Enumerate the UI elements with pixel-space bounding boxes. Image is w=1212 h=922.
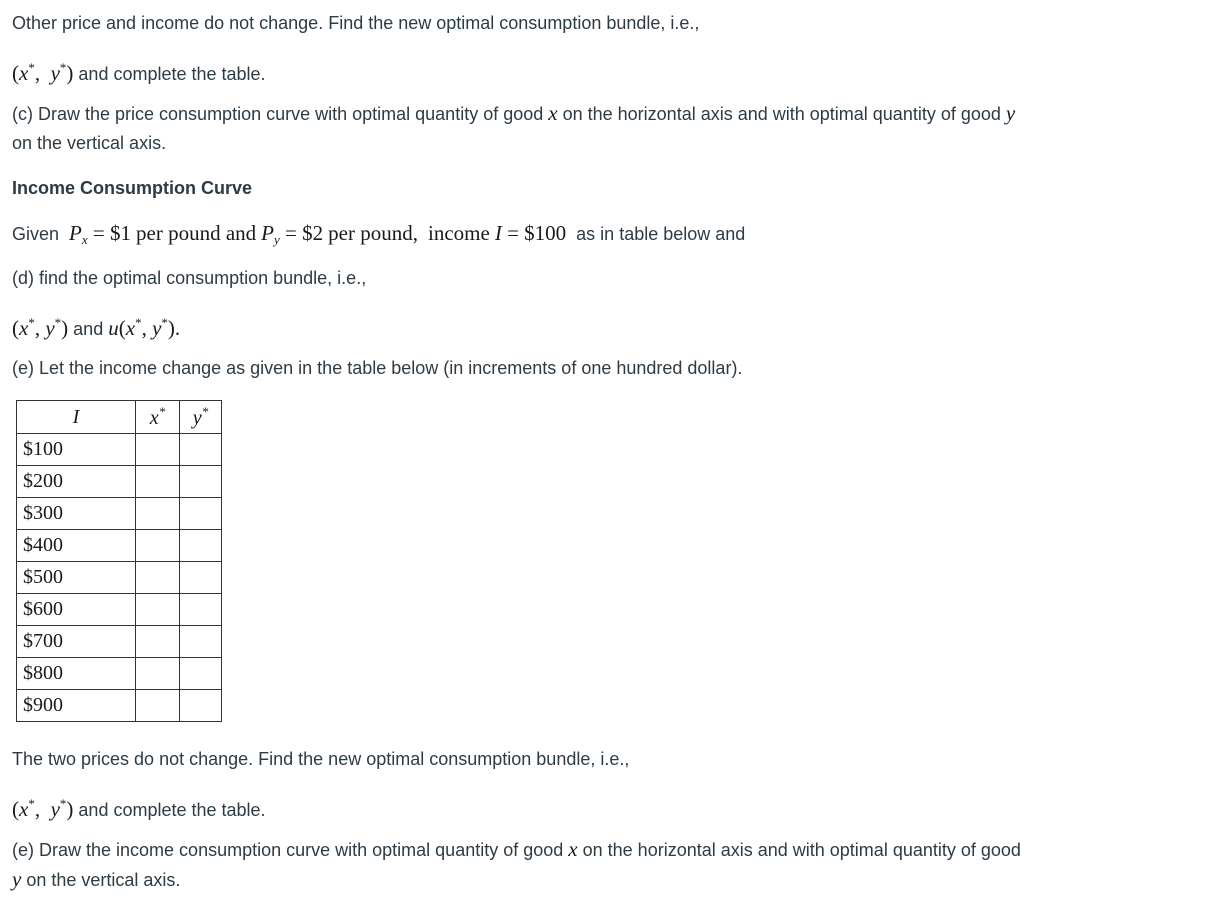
x-cell[interactable] [136, 434, 180, 466]
table-row [17, 498, 222, 530]
part-e-line [12, 357, 742, 379]
intro-line [12, 12, 699, 34]
bundle-text-1: and complete the table. [78, 64, 266, 84]
x-cell[interactable] [136, 690, 180, 722]
income-cell: $600 [17, 594, 136, 626]
income-cell: $700 [17, 626, 136, 658]
bundle-intro-2-text: The two prices do not change. Find the new optimal consumption bundle, i.e., [12, 749, 630, 769]
price-x-math: $P_x$ = $1 [69, 221, 131, 247]
y-cell[interactable] [180, 658, 222, 690]
income-cell: $300 [17, 498, 136, 530]
price-y-math: $P_y$ = $2 [261, 221, 324, 247]
x-cell[interactable] [136, 530, 180, 562]
y-cell[interactable] [180, 466, 222, 498]
y-cell[interactable] [180, 530, 222, 562]
header-x: x* [136, 401, 180, 434]
y-cell[interactable] [180, 434, 222, 466]
bundle-math-1: (x*, y*) [12, 60, 74, 85]
y-cell[interactable] [180, 562, 222, 594]
income-cell: $800 [17, 658, 136, 690]
var-x-2: x [568, 837, 578, 861]
income-cell: $500 [17, 562, 136, 594]
utility-math: u(x*, y*). [108, 315, 181, 340]
income-table [16, 400, 222, 722]
x-cell[interactable] [136, 562, 180, 594]
bundle-math-2: (x*, y*) [12, 315, 69, 340]
part-d-text: (d) find the optimal consumption bundle, i.e., [12, 268, 367, 288]
income-word: income [427, 221, 490, 245]
bundle-text-3: and complete the table. [78, 800, 266, 820]
part-e2-text-a: (e) Draw the income consumption curve with optimal quantity of good [12, 840, 564, 860]
var-x: x [548, 101, 558, 125]
part-c-text-b: on the horizontal axis and with optimal quantity of good [562, 104, 1001, 124]
x-cell[interactable] [136, 658, 180, 690]
bundle-line-1 [12, 57, 266, 85]
income-cell: $900 [17, 690, 136, 722]
table-row [17, 658, 222, 690]
bundle-line-3 [12, 793, 266, 821]
table-row [17, 434, 222, 466]
part-e2-text-c: on the vertical axis. [26, 870, 181, 890]
x-cell[interactable] [136, 594, 180, 626]
given-line [12, 222, 745, 251]
x-cell[interactable] [136, 498, 180, 530]
var-y: y [1005, 101, 1016, 125]
header-income: I [17, 401, 136, 434]
bundle-math-3: (x*, y*) [12, 796, 74, 821]
y-cell[interactable] [180, 626, 222, 658]
table-row [17, 594, 222, 626]
part-e2-line-2 [12, 868, 180, 891]
bundle-intro-2 [12, 748, 629, 770]
part-c-text-a: (c) Draw the price consumption curve with optimal quantity of good [12, 104, 544, 124]
y-cell[interactable] [180, 498, 222, 530]
x-cell[interactable] [136, 626, 180, 658]
income-cell: $200 [17, 466, 136, 498]
per-pound-1: per pound and [136, 221, 257, 245]
income-cell: $400 [17, 530, 136, 562]
table-header-row [17, 401, 222, 434]
given-tail: as in table below and [576, 224, 746, 244]
section-heading [12, 177, 252, 199]
x-cell[interactable] [136, 466, 180, 498]
part-e2-text-b: on the horizontal axis and with optimal quantity of good [582, 840, 1021, 860]
per-pound-2: per pound, [328, 221, 418, 245]
intro-text: Other price and income do not change. Find the new optimal consumption bundle, i.e., [12, 13, 700, 33]
and-text: and [73, 319, 104, 339]
heading-text: Income Consumption Curve [12, 178, 253, 198]
part-e2-line [12, 838, 1021, 861]
y-cell[interactable] [180, 594, 222, 626]
part-c-line-2 [12, 132, 166, 154]
table-row [17, 562, 222, 594]
y-cell[interactable] [180, 690, 222, 722]
income-math: I = $100 [494, 221, 567, 245]
table-row [17, 626, 222, 658]
part-c-text-c: on the vertical axis. [12, 133, 167, 153]
utility-line [12, 312, 180, 340]
given-label: Given [12, 224, 60, 244]
table-row [17, 690, 222, 722]
table-row [17, 530, 222, 562]
part-d-line [12, 267, 366, 289]
var-y-2: y [12, 867, 22, 891]
header-y: y* [180, 401, 222, 434]
table-row [17, 466, 222, 498]
income-cell: $100 [17, 434, 136, 466]
part-e-text: (e) Let the income change as given in the table below (in increments of one hundred dollar). [12, 358, 743, 378]
part-c-line [12, 102, 1015, 125]
